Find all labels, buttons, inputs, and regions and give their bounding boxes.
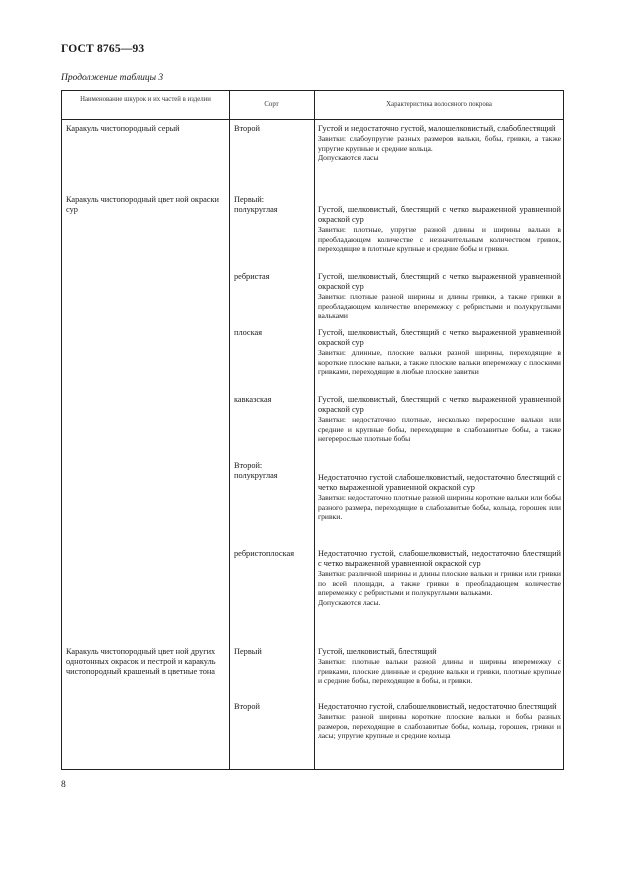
- characteristic-detail: Завитки: недостаточно плотные, несколько переросшие вальки или средние и крупные бобы, переходящие в слабозавитые бобы, а также негерерослые плотные бобы: [318, 415, 561, 443]
- characteristic-note: Допускаются ласы.: [318, 597, 381, 607]
- characteristic-detail: Завитки: недостаточно плотные разной ширины короткие вальки или бобы разного размера, переходящие в слабозавитые бобы, кольца, горошек или гривки.: [318, 493, 561, 521]
- characteristic-main: Недостаточно густой слабошелковистый, недостаточно блестящий с четко выраженной уравненной окраской сур: [318, 473, 561, 492]
- row-characteristics: [318, 473, 561, 522]
- characteristic-detail: Завитки: длинные, плоские вальки разной ширины, переходящие в короткие плоские вальки, а также плоские вальки вперемежку с плоскими гривками, переходящие в любые плоские завитки: [318, 348, 561, 376]
- characteristic-main: Густой, шелковистый, блестящий: [318, 647, 437, 656]
- row-characteristics: [318, 124, 561, 163]
- characteristic-main: Густой, шелковистый, блестящий с четко выраженной уравненной окраской сур: [318, 395, 561, 414]
- column-divider: [314, 91, 315, 769]
- row-characteristics: [318, 549, 561, 607]
- characteristic-detail: Завитки: различной ширины и длины плоские вальки и гривки или гривки по всей площади, а также гривки в преобладающем количестве вперемежку с ребристыми и полукруглыми вальками.: [318, 569, 561, 597]
- characteristic-detail: Завитки: плотные разной ширины и длины гривки, а также гривки в преобладающем количестве вперемежку с ребристыми и полукруглыми вальками: [318, 292, 561, 320]
- row-characteristics: [318, 205, 561, 254]
- grade-label: Первый:: [234, 195, 265, 204]
- characteristic-detail: Завитки: слабоупругие разных размеров вальки, бобы, гривки, а также упругие крупные и средние кольца.: [318, 134, 561, 153]
- characteristic-main: Густой, шелковистый, блестящий с четко выраженной уравненной окраской сур: [318, 205, 561, 224]
- row-grade: кавказская: [234, 395, 272, 404]
- characteristic-detail: Завитки: плотные вальки разной длины и ширины вперемежку с гривками, плоские длинные и средние вальки и гривки, плотные крупные и средние бобы, переходящие в бобы, и гривки.: [318, 657, 561, 685]
- page-number: 8: [61, 780, 66, 790]
- column-header-characteristics: Характеристика волосяного покрова: [386, 101, 492, 108]
- column-divider: [229, 91, 230, 769]
- characteristic-main: Недостаточно густой, слабошелковистый, недостаточно блестящий с четко выраженной уравненной окраской сур: [318, 549, 561, 568]
- row-characteristics: [318, 272, 561, 321]
- header-divider: [62, 119, 563, 120]
- row-name: Каракуль чистопородный серый: [66, 124, 180, 133]
- row-characteristics: [318, 647, 561, 686]
- document-code: ГОСТ 8765—93: [61, 43, 145, 55]
- row-grade: ребристоплоская: [234, 549, 295, 558]
- row-name: Каракуль чистопородный цвет ной окраски сур: [66, 195, 219, 214]
- characteristic-note: Допускаются ласы: [318, 153, 379, 162]
- row-characteristics: [318, 395, 561, 444]
- grade-label: Второй:: [234, 461, 263, 470]
- table-continuation-caption: Продолжение таблицы 3: [61, 73, 164, 83]
- characteristic-detail: Завитки: плотные, упругие разной длины и ширины вальки в преобладающем количестве с незначительным количеством гривок, переходящие в плотные крупные и средние бобы и гривки.: [318, 225, 561, 253]
- column-header-name: Наименование шкурок и их частей в изделии: [80, 96, 211, 103]
- row-grade: ребристая: [234, 272, 270, 281]
- characteristic-main: Густой, шелковистый, блестящий с четко выраженной уравненной окраской сур: [318, 272, 561, 291]
- characteristic-main: Густой и недостаточно густой, малошелковистый, слабоблестящий: [318, 124, 556, 133]
- row-grade: Первый: [234, 647, 262, 656]
- row-grade: [234, 461, 314, 481]
- grade-subtype: полукруглая: [234, 205, 278, 214]
- characteristics-table: [61, 90, 564, 770]
- row-grade: Второй: [234, 124, 260, 133]
- row-name: Каракуль чистопородный цвет ной других однотонных окрасок и пестрой и каракуль чистопородный крашеный в цветные тона: [66, 647, 216, 676]
- row-grade: плоская: [234, 328, 263, 337]
- characteristic-main: Густой, шелковистый, блестящий с четко выраженной уравненной окраской сур: [318, 328, 561, 347]
- row-characteristics: [318, 328, 561, 377]
- row-characteristics: [318, 702, 561, 741]
- column-header-grade: Сорт: [264, 101, 279, 108]
- characteristic-detail: Завитки: разной ширины короткие плоские вальки и бобы разных размеров, переходящие в слабозавитые бобы, кольца, горошек, гривки и ласы; упругие крупные и средние кольца: [318, 712, 561, 740]
- row-grade: Второй: [234, 702, 260, 711]
- characteristic-main: Недостаточно густой, слабошелковистый, недостаточно блестящий: [318, 702, 557, 711]
- row-grade: [234, 195, 314, 215]
- grade-subtype: полукруглая: [234, 471, 278, 480]
